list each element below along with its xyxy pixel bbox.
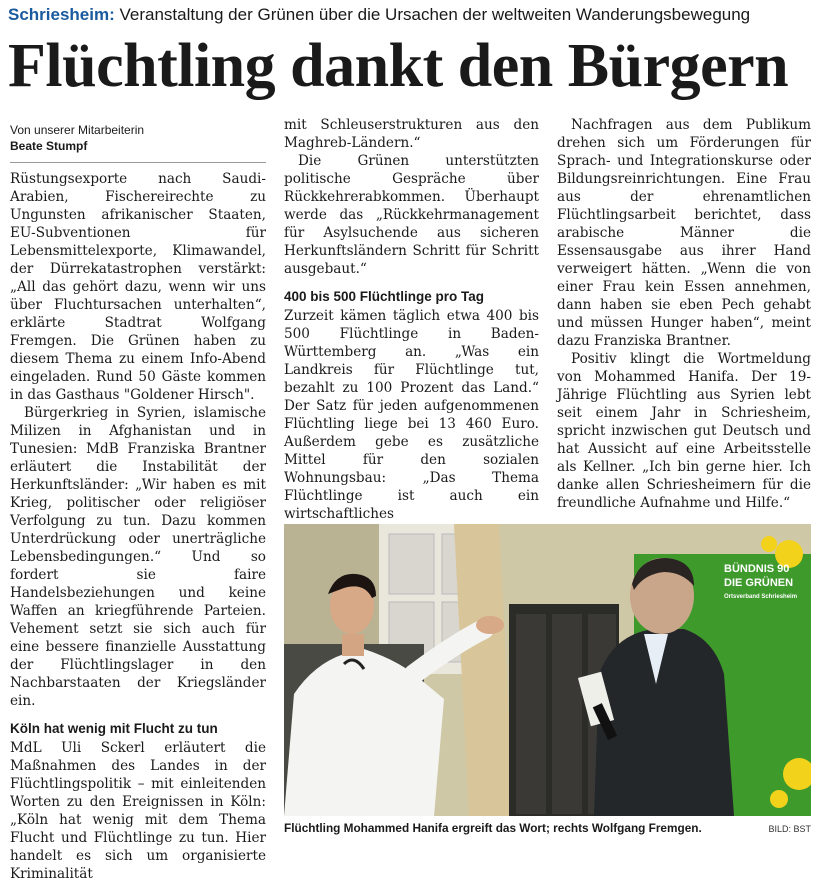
photo-illustration [284,524,811,816]
photo-credit: BILD: BST [768,824,811,834]
byline-prefix: Von unserer Mitarbeiterin [10,123,145,137]
kicker-line [8,4,808,26]
kicker-text: Veranstaltung der Grünen über die Ursachen der weltweiten Wanderungsbewegung [114,5,751,24]
banner-line-1: BÜNDNIS 90 [724,563,790,575]
photo-caption [284,820,811,836]
paragraph: Zurzeit kämen täglich etwa 400 bis 500 Flüchtlinge in Baden-Württemberg an. „Was ein Landkreis für Flüchtlinge tut, bezahlt zu 100 Prozent das Land.“ Der Satz für jeden aufgenommenen Flüchtling liege bei 13 460 Euro. Außerdem gebe es zusätzliche Mittel für den sozialen Wohnungsbau: „Das Thema Flüchtlinge ist auch ein wirtschaftliches [284,308,539,522]
subheading: Köln hat wenig mit Flucht zu tun [10,721,218,736]
article-column-3 [557,116,811,512]
kicker-place: Schriesheim: [8,5,115,24]
byline-author: Beate Stumpf [10,139,88,153]
paragraph: Nachfragen aus dem Publikum drehen sich um Förderungen für Sprach- und Integrationskurse oder Bildungsreinrichtungen. Eine Frau aus der ehrenamtlichen Flüchtlingsarbeit berichtet, dass arabische Männer die Essensausgabe aus ihrer Hand verweigert hätten. „Wenn die von einer Frau kein Essen annehmen, dann haben sie eben Pech gehabt und müssen Hunger haben“, meint dazu Franziska Brantner. [557,117,811,349]
event-photo [284,524,811,816]
byline-divider [10,162,266,163]
paragraph: Bürgerkrieg in Syrien, islamische Milizen in Afghanistan und in Tunesien: MdB Franziska Brantner erläutert die Instabilität der Herkunftsländer: „Wir haben es mit Krieg, politischer oder religiöser Verfolgung zu tun. Dazu kommen Unterdrückung oder unerträgliche Lebensbedingungen.“ Und so fordert sie faire Handelsbeziehungen und keine Waffen an kriegführende Parteien. Vehement setzt sie sich auch für eine bessere finanzielle Ausstattung der Flüchtlingslager in den Nachbarstaaten der Kriegsländer ein. [10,405,266,709]
paragraph: MdL Uli Sckerl erläutert die Maßnahmen des Landes in der Flüchtlingspolitik – mit einleitenden Worten zu den Ereignissen in Köln: „Köln hat wenig mit dem Thema Flucht und Flüchtlinge zu tun. Hier handelt es sich um organisierte Kriminalität [10,740,266,882]
caption-text: Flüchtling Mohammed Hanifa ergreift das Wort; rechts Wolfgang Fremgen. [284,821,702,835]
article-column-1 [10,170,266,883]
headline: Flüchtling dankt den Bürgern [8,32,789,100]
banner-line-2: DIE GRÜNEN [724,577,794,589]
article-column-2 [284,116,539,541]
subheading: 400 bis 500 Flüchtlinge pro Tag [284,289,485,304]
paragraph: Die Grünen unterstützten politische Gespräche über Rückkehrerabkommen. Überhaupt werde das „Rückkehrmanagement für Asylsuchende aus sicheren Herkunftsländern Schritt für Schritt ausgebaut.“ [284,153,539,277]
byline [10,122,144,154]
paragraph: Positiv klingt die Wortmeldung von Mohammed Hanifa. Der 19-Jährige Flüchtling aus Syrien lebt seit einem Jahr in Schriesheim, spricht inzwischen gut Deutsch und hat Aussicht auf eine Arbeitsstelle als Kellner. „Ich bin gerne hier. Ich danke allen Schriesheimern für die freundliche Aufnahme und Hilfe.“ [557,351,811,511]
paragraph: Rüstungsexporte nach Saudi-Arabien, Fischereirechte zu Ungunsten afrikanischer Staaten, EU-Subventionen für Lebensmittelexporte, Klimawandel, der Dürrekatastrophen verstärkt: „All das gehört dazu, wenn wir uns über Fluchtursachen unterhalten“, erklärte Stadtrat Wolfgang Fremgen. Die Grünen haben zu diesem Thema zu einem Info-Abend eingeladen. Rund 50 Gäste kommen in das Gasthaus "Goldener Hirsch". [10,171,266,403]
paragraph: mit Schleuserstrukturen aus den Maghreb-Ländern.“ [284,117,539,151]
banner-line-3: Ortsverband Schriesheim [724,594,798,600]
